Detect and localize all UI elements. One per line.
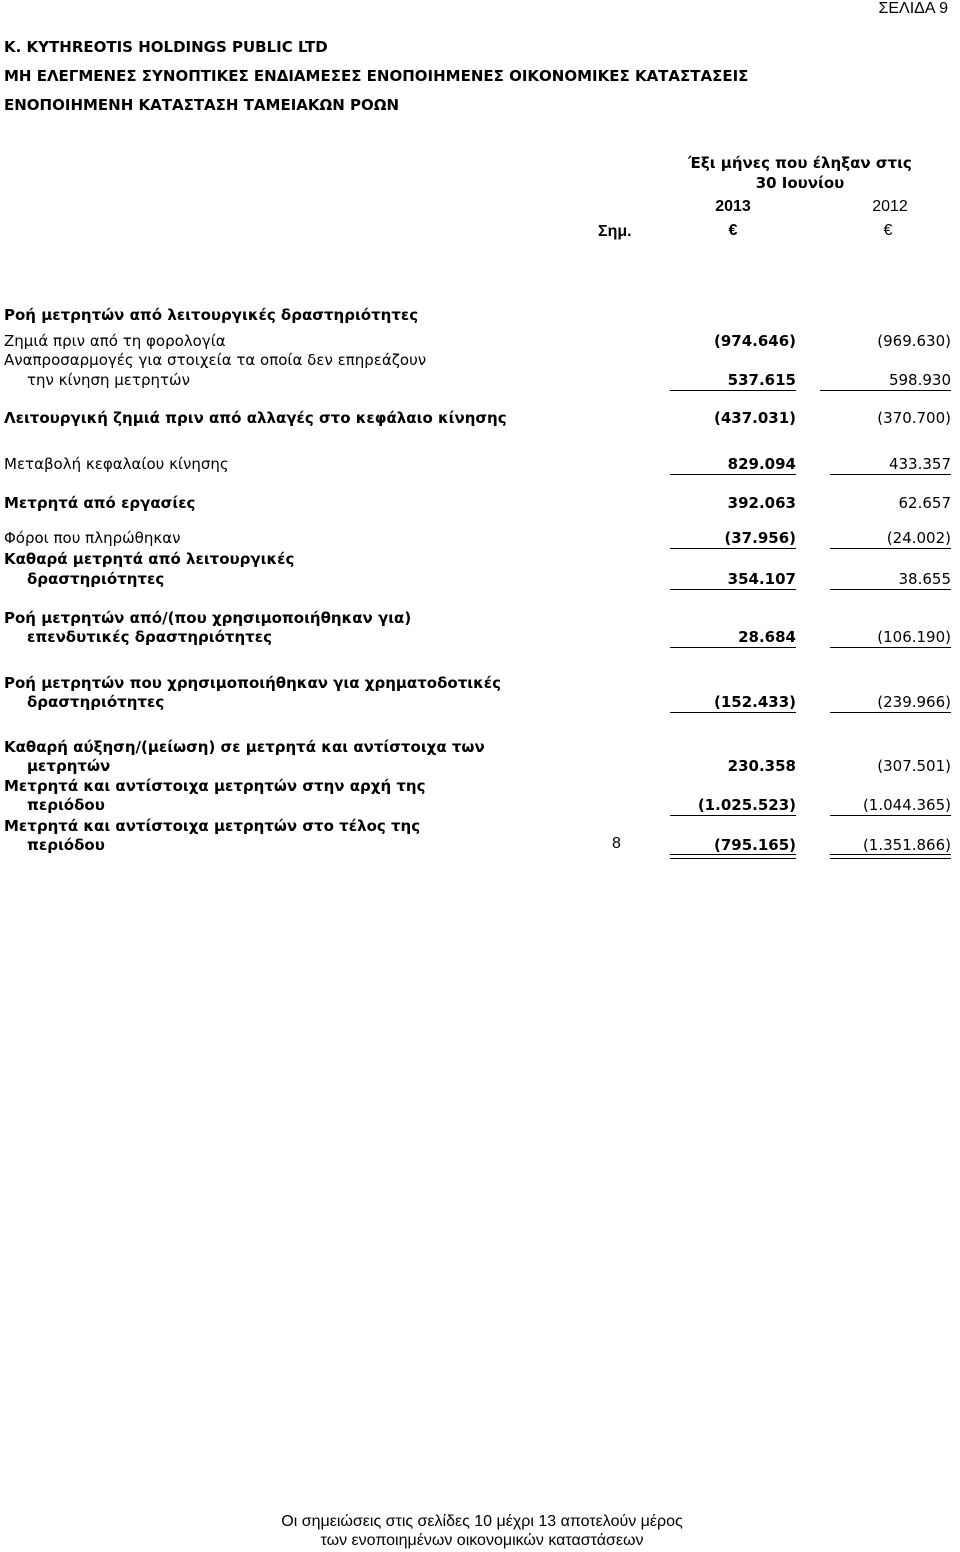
report-subtitle: ΜΗ ΕΛΕΓΜΕΝΕΣ ΣΥΝΟΠΤΙΚΕΣ ΕΝΔΙΑΜΕΣΕΣ ΕΝΟΠΟΙΗΜΕΝΕΣ ΟΙΚΟΝΟΜΙΚΕΣ ΚΑΤΑΣΤΑΣΕΙΣ [4, 67, 749, 85]
financing-label-line2: δραστηριότητες [27, 693, 165, 711]
loss-before-tax-2013: (974.646) [713, 332, 796, 350]
operating-loss-label: Λειτουργική ζημιά πριν από αλλαγές στο κεφάλαιο κίνησης [4, 409, 507, 427]
opening-balance-2012: (1.044.365) [862, 796, 951, 814]
opening-balance-2013: (1.025.523) [697, 796, 796, 814]
working-capital-label: Μεταβολή κεφαλαίου κίνησης [4, 455, 229, 473]
operating-activities-heading: Ροή μετρητών από λειτουργικές δραστηριότητες [4, 306, 419, 324]
company-name: K. KYTHREOTIS HOLDINGS PUBLIC LTD [4, 38, 328, 56]
adjustments-2012: 598.930 [888, 371, 951, 389]
adjustments-label-line2: την κίνηση μετρητών [27, 371, 190, 389]
operating-loss-2012: (370.700) [877, 409, 951, 427]
investing-label-line2: επενδυτικές δραστηριότητες [27, 628, 272, 646]
note-column-header: Σημ. [598, 223, 632, 240]
underline [830, 589, 951, 590]
investing-2013: 28.684 [738, 628, 796, 646]
net-operating-2013: 354.107 [727, 570, 796, 588]
net-change-label-line1: Καθαρή αύξηση/(μείωση) σε μετρητά και αντίστοιχα των [4, 738, 485, 756]
underline [830, 815, 951, 816]
net-operating-2012: 38.655 [898, 570, 951, 588]
underline [830, 647, 951, 648]
underline [670, 548, 796, 549]
underline [670, 390, 796, 391]
cash-from-operations-2012: 62.657 [898, 494, 951, 512]
financing-2012: (239.966) [877, 693, 951, 711]
statement-title: ΕΝΟΠΟΙΗΜΕΝΗ ΚΑΤΑΣΤΑΣΗ ΤΑΜΕΙΑΚΩΝ ΡΟΩΝ [4, 96, 400, 114]
working-capital-2012: 433.357 [888, 455, 951, 473]
financing-2013: (152.433) [713, 693, 796, 711]
underline [830, 474, 951, 475]
currency-2012: € [883, 222, 893, 239]
financing-label-line1: Ροή μετρητών που χρησιμοποιήθηκαν για χρηματοδοτικές [4, 674, 502, 692]
investing-2012: (106.190) [877, 628, 951, 646]
footer-line2: των ενοποιημένων οικονομικών καταστάσεων [320, 1532, 644, 1549]
double-underline [830, 854, 951, 859]
taxes-paid-2013: (37.956) [724, 529, 796, 547]
adjustments-2013: 537.615 [727, 371, 796, 389]
year-2012-header: 2012 [872, 198, 908, 215]
currency-2013: € [728, 222, 738, 239]
investing-label-line1: Ροή μετρητών από/(που χρησιμοποιήθηκαν για) [4, 609, 412, 627]
underline [670, 589, 796, 590]
working-capital-2013: 829.094 [727, 455, 796, 473]
net-change-2012: (307.501) [877, 757, 951, 775]
underline [670, 712, 796, 713]
taxes-paid-2012: (24.002) [886, 529, 951, 547]
underline [670, 474, 796, 475]
underline [830, 712, 951, 713]
year-2013-header: 2013 [715, 198, 751, 215]
opening-balance-label-line1: Μετρητά και αντίστοιχα μετρητών στην αρχή της [4, 777, 426, 795]
operating-loss-2013: (437.031) [713, 409, 796, 427]
footer-line1: Οι σημειώσεις στις σελίδες 10 μέχρι 13 αποτελούν μέρος [281, 1513, 683, 1530]
closing-balance-2012: (1.351.866) [862, 836, 951, 854]
closing-balance-note: 8 [612, 835, 621, 852]
loss-before-tax-label: Ζημιά πριν από τη φορολογία [4, 332, 226, 350]
page-number: ΣΕΛΙΔΑ 9 [878, 0, 948, 17]
opening-balance-label-line2: περιόδου [27, 796, 105, 814]
adjustments-label-line1: Αναπροσαρμογές για στοιχεία τα οποία δεν επηρεάζουν [4, 351, 427, 369]
net-change-2013: 230.358 [727, 757, 796, 775]
period-header-line1: Έξι μήνες που έληξαν στις [688, 154, 912, 172]
closing-balance-label-line1: Μετρητά και αντίστοιχα μετρητών στο τέλος της [4, 817, 421, 835]
double-underline [670, 854, 796, 859]
cash-from-operations-label: Μετρητά από εργασίες [4, 494, 196, 512]
underline [670, 815, 796, 816]
underline [830, 548, 951, 549]
underline [670, 647, 796, 648]
net-operating-label-line1: Καθαρά μετρητά από λειτουργικές [4, 550, 295, 568]
closing-balance-label-line2: περιόδου [27, 836, 105, 854]
net-operating-label-line2: δραστηριότητες [27, 570, 165, 588]
cash-from-operations-2013: 392.063 [727, 494, 796, 512]
period-header-line2: 30 Ιουνίου [755, 174, 845, 192]
closing-balance-2013: (795.165) [713, 836, 796, 854]
net-change-label-line2: μετρητών [27, 757, 111, 775]
loss-before-tax-2012: (969.630) [877, 332, 951, 350]
taxes-paid-label: Φόροι που πληρώθηκαν [4, 529, 181, 547]
underline [820, 390, 951, 391]
